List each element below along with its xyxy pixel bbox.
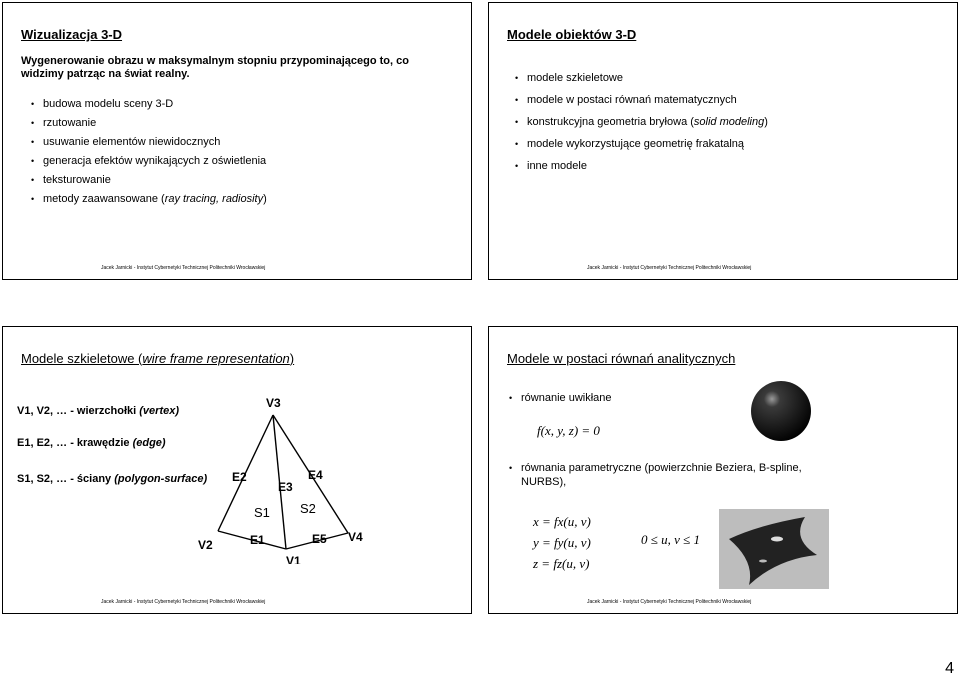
edge-label-e5: E5 [312, 532, 327, 546]
bullet-list [31, 95, 267, 209]
slide-footer: Jacek Jarnicki - Instytut Cybernetyki Technicznej Politechniki Wrocławskiej [587, 599, 752, 605]
list-item: • teksturowanie [31, 171, 267, 190]
slide-footer: Jacek Jarnicki - Instytut Cybernetyki Technicznej Politechniki Wrocławskiej [587, 265, 752, 271]
list-item: • inne modele [515, 155, 768, 177]
sphere-image [749, 379, 813, 443]
slide-3d-object-models [488, 2, 958, 280]
bullet-list [509, 461, 821, 489]
vertex-label-v1: V1 [286, 554, 301, 564]
parametric-surface-image [719, 509, 829, 589]
vertex-label-v4: V4 [348, 530, 363, 544]
pyramid-wireframe-diagram [188, 389, 373, 564]
list-item: • modele wykorzystujące geometrię frakatalną [515, 133, 768, 155]
list-item: • generacja efektów wynikających z oświetlenia [31, 152, 267, 171]
slide-footer: Jacek Jarnicki - Instytut Cybernetyki Technicznej Politechniki Wrocławskiej [101, 265, 266, 271]
slide-analytic-models [488, 326, 958, 614]
list-item: • budowa modelu sceny 3-D [31, 95, 267, 114]
list-item: • modele w postaci równań matematycznych [515, 89, 768, 111]
edge-label-e1: E1 [250, 533, 265, 547]
list-item: • metody zaawansowane (ray tracing, radiosity) [31, 190, 267, 209]
vertex-definition: V1, V2, … - wierzchołki (vertex) [17, 405, 180, 417]
parameter-range: 0 ≤ u, v ≤ 1 [641, 532, 701, 547]
slide-title: Modele szkieletowe (wire frame representation) [21, 351, 295, 366]
slide-footer: Jacek Jarnicki - Instytut Cybernetyki Technicznej Politechniki Wrocławskiej [101, 599, 266, 605]
vertex-label-v3: V3 [266, 396, 281, 410]
edge-label-e4: E4 [308, 468, 323, 482]
slide-wireframe-models [2, 326, 472, 614]
slide-title: Modele obiektów 3-D [507, 27, 637, 42]
equation-x: x = fx(u, v) [533, 514, 591, 529]
slide-3d-visualization [2, 2, 472, 280]
implicit-equation: f(x, y, z) = 0 [537, 423, 600, 438]
parametric-equations [533, 511, 591, 574]
list-item: • modele szkieletowe [515, 67, 768, 89]
list-item: • usuwanie elementów niewidocznych [31, 133, 267, 152]
edge-definition: E1, E2, … - krawędzie (edge) [17, 437, 166, 449]
list-item: • równanie uwikłane [509, 389, 612, 408]
edge-label-e3: E3 [278, 480, 293, 494]
list-item: • konstrukcyjna geometria bryłowa (solid modeling) [515, 111, 768, 133]
vertex-label-v2: V2 [198, 538, 213, 552]
list-item: • równania parametryczne (powierzchnie Beziera, B-spline, NURBS), [509, 461, 821, 489]
page-number: 4 [945, 660, 954, 677]
surface-definition: S1, S2, … - ściany (polygon-surface) [17, 473, 208, 485]
list-item: • rzutowanie [31, 114, 267, 133]
surface-label-s2: S2 [300, 501, 316, 516]
bullet-list [515, 67, 768, 177]
edge-label-e2: E2 [232, 470, 247, 484]
slide-intro: Wygenerowanie obrazu w maksymalnym stopniu przypominającego to, co widzimy patrząc na świat realny. [21, 55, 409, 80]
surface-label-s1: S1 [254, 505, 270, 520]
slide-title: Modele w postaci równań analitycznych [507, 351, 736, 366]
bullet-list [509, 389, 612, 408]
equation-y: y = fy(u, v) [533, 535, 591, 550]
slide-title: Wizualizacja 3-D [21, 27, 123, 42]
equation-z: z = fz(u, v) [533, 556, 590, 571]
